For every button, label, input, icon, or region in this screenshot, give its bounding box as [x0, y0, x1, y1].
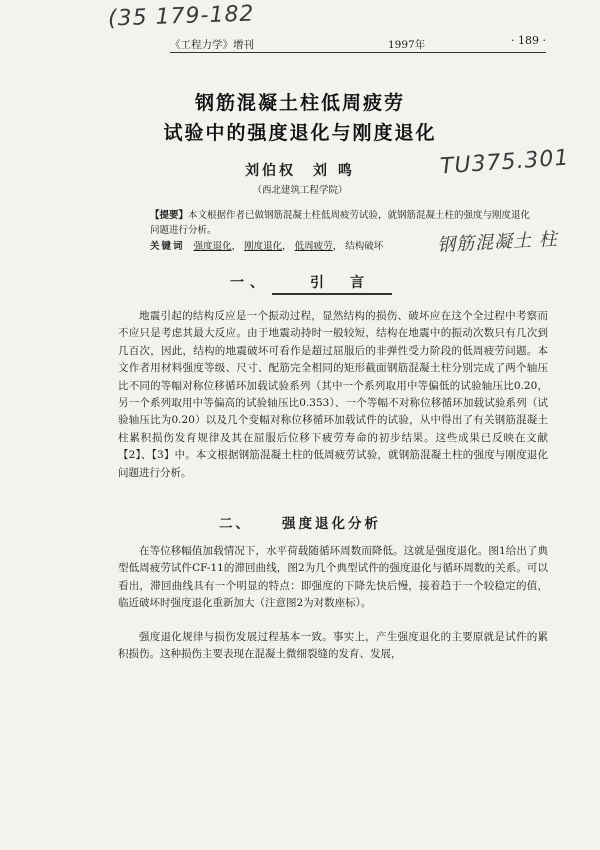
handwritten-keywords-note: 钢筋混凝土 柱: [436, 228, 559, 257]
authors: 刘伯权 刘 鸣: [245, 163, 355, 179]
keywords: 关键词 强度退化， 刚度退化， 低周疲劳， 结构破坏: [150, 241, 384, 252]
paper-title-line-1: 钢筋混凝土柱低周疲劳: [194, 92, 405, 114]
section-2-title: 强度退化分析: [282, 516, 381, 532]
journal-name: 《工程力学》增刊: [170, 39, 254, 51]
abstract-label: 【提要】: [150, 210, 189, 221]
section-2-paragraph-1: 在等位移幅值加载情况下，水平荷载随循环周数而降低。这就是强度退化。图1给出了典型低周疲劳试件CF-11的滞回曲线，图2为几个典型试件的强度退化与循环周数的关系。可以看出，滞回曲线具有一个明显的特点：即强度的下降先快后慢，接着趋于一个较稳定的值，临近破坏时强度退化重新加大（注意图2为对数座标）。: [118, 545, 548, 610]
keyword: 结构破坏: [345, 241, 384, 252]
handwritten-page-note: (35 179-182: [107, 1, 255, 32]
section-1-number: 一、: [230, 275, 270, 291]
section-2-number: 二、: [219, 516, 252, 532]
section-1-paragraph: 地震引起的结构反应是一个振动过程，显然结构的损伤、破坏应在这个全过程中考察而不应只是考虑其最大反应。由于地震动持时一般较短，结构在地震中的振动次数只有几次到几百次，因此，结构的地震破坏可看作是超过屈服后的非弹性受力阶段的低周疲劳问题。本文作者用材料强度等级、尺寸、配筋完全相同的矩形截面钢筋混凝土柱分别完成了两个轴压比不同的等幅对称位移循环加载试验系列（其中一个系列取用中等偏低的试验轴压比0.20，另一个系列取用中等偏高的试验轴压比0.353）、一个等幅不对称位移循环加载试验系列（试验轴压比为0.20）以及几个变幅对称位移循环加载试件的试验，从中得出了有关钢筋混凝土柱累积损伤发育规律及其在屈服后位移下疲劳寿命的初步结果。这些成果已反映在文献【2】、【3】中。本文根据钢筋混凝土柱的低周疲劳试验，就钢筋混凝土柱的强度与刚度退化问题进行分析。: [118, 310, 548, 479]
section-1-underline: [272, 293, 392, 295]
section-1-heading: [0, 272, 600, 292]
section-2-heading: [0, 512, 600, 532]
running-header: [170, 34, 546, 53]
handwritten-class-code: TU375.301: [439, 145, 571, 180]
keyword: 低周疲劳: [294, 241, 333, 252]
paper-title-line-2: 试验中的强度退化与刚度退化: [163, 122, 437, 144]
affiliation: （西北建筑工程学院）: [252, 185, 348, 196]
keywords-label: 关键词: [150, 241, 185, 252]
abstract-text: 本文根据作者已做钢筋混凝土柱低周疲劳试验，就钢筋混凝土柱的强度与刚度退化问题进行分析。: [150, 210, 531, 236]
page-number: · 189 ·: [511, 34, 546, 47]
keyword: 强度退化: [193, 241, 232, 252]
publication-year: 1997年: [388, 39, 426, 51]
section-1-title: 引 言: [310, 275, 370, 291]
section-2-paragraph-2: 强度退化规律与损伤发展过程基本一致。事实上，产生强度退化的主要原就是试件的累积损伤。这种损伤主要表现在混凝土微细裂缝的发育、发展，: [118, 631, 548, 661]
keyword: 刚度退化: [244, 241, 283, 252]
